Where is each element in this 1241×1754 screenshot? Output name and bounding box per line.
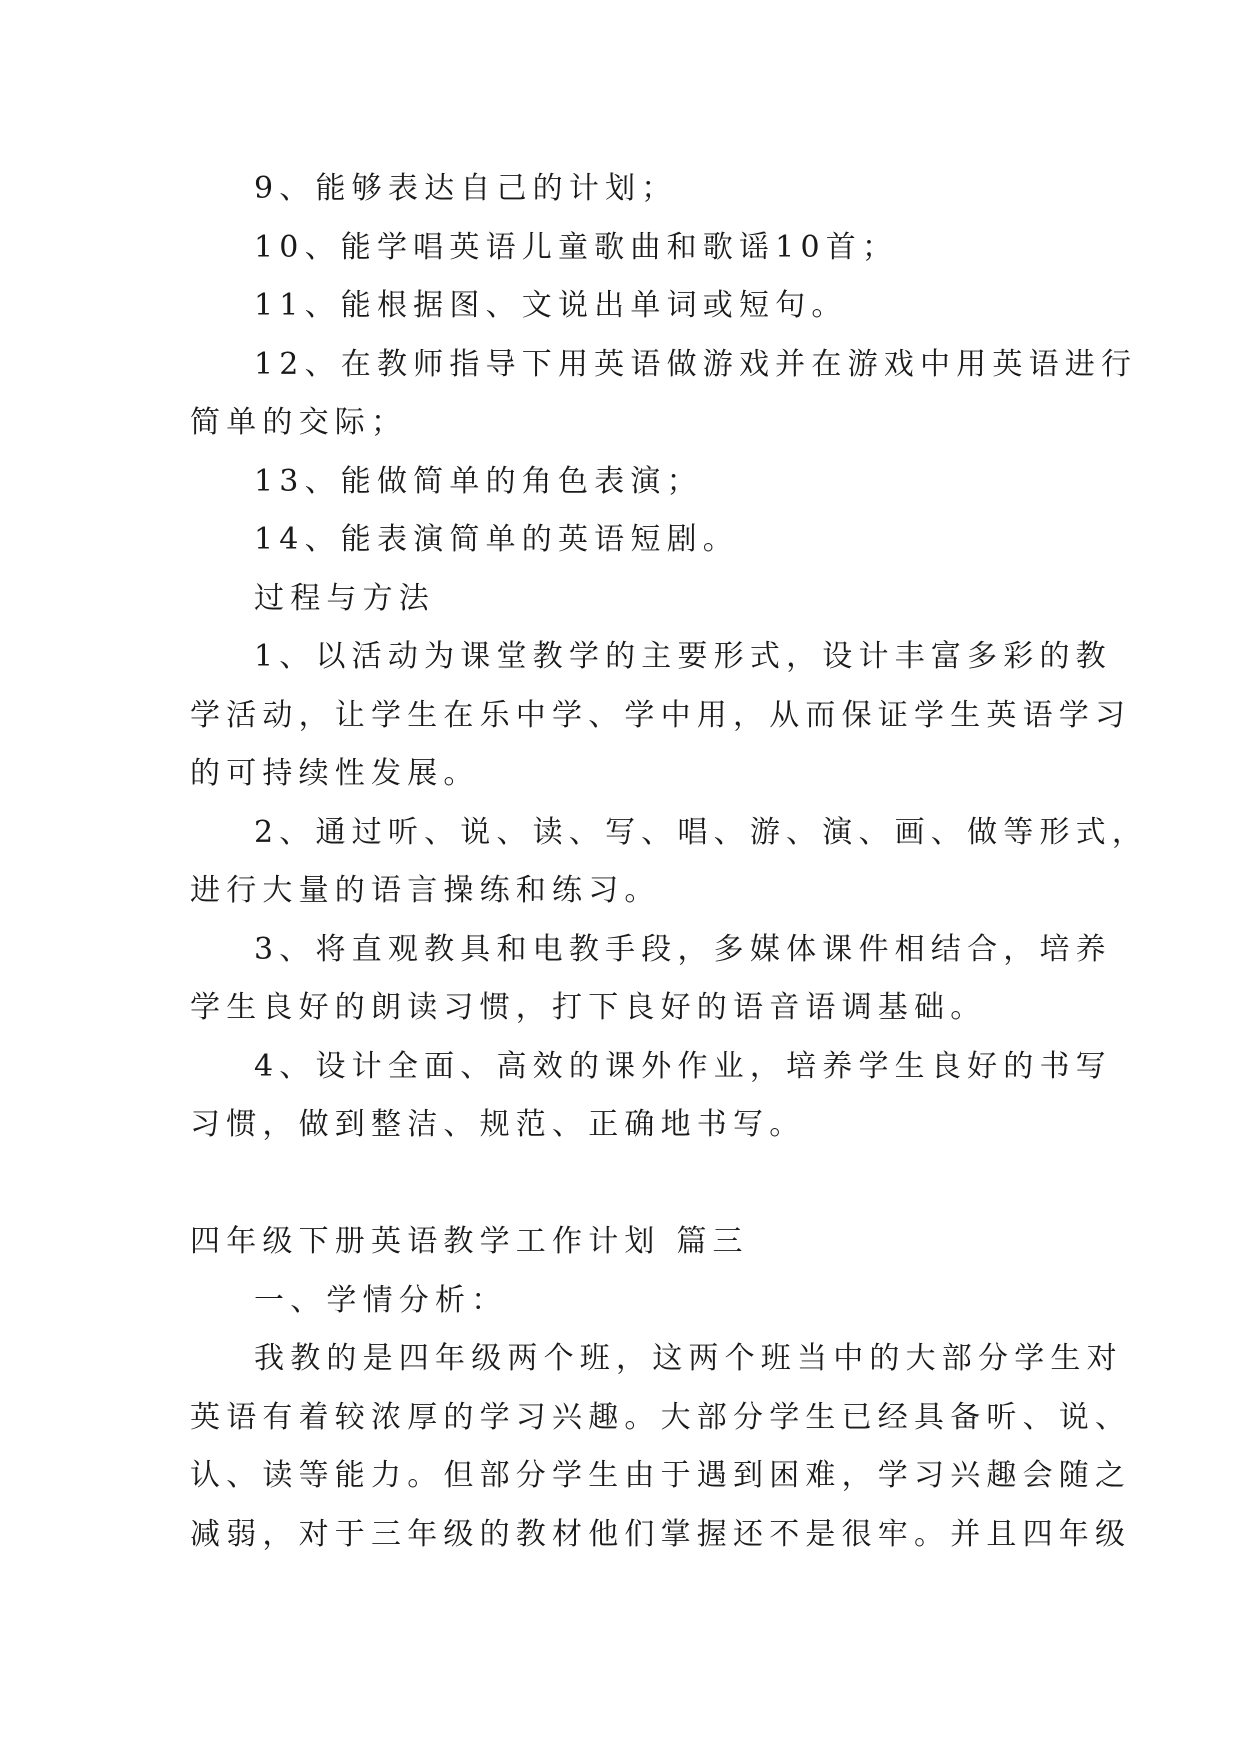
list-item: 10、能学唱英语儿童歌曲和歌谣10首；	[254, 229, 899, 265]
list-item-continuation: 学生良好的朗读习惯，打下良好的语音语调基础。	[190, 990, 987, 1025]
list-item-continuation: 进行大量的语言操练和练习。	[190, 873, 661, 908]
subsection-heading: 一、学情分析：	[254, 1282, 508, 1318]
section-title: 四年级下册英语教学工作计划 篇三	[190, 1224, 749, 1259]
list-item: 11、能根据图、文说出单词或短句。	[254, 288, 848, 323]
list-item: 9、能够表达自己的计划；	[254, 171, 678, 206]
list-item-continuation: 简单的交际；	[190, 405, 408, 440]
list-item: 12、在教师指导下用英语做游戏并在游戏中用英语进行	[254, 346, 1138, 382]
list-item: 13、能做简单的角色表演；	[254, 463, 703, 499]
paragraph-line: 我教的是四年级两个班，这两个班当中的大部分学生对	[254, 1341, 1123, 1376]
list-item: 1、以活动为课堂教学的主要形式，设计丰富多彩的教	[254, 639, 1112, 674]
paragraph-line: 英语有着较浓厚的学习兴趣。大部分学生已经具备听、说、	[190, 1399, 1132, 1435]
paragraph-line: 减弱，对于三年级的教材他们掌握还不是很牢。并且四年级	[190, 1516, 1132, 1552]
list-item-continuation: 习惯，做到整洁、规范、正确地书写。	[190, 1107, 806, 1142]
list-item: 2、通过听、说、读、写、唱、游、演、画、做等形式，	[254, 814, 1149, 850]
list-item: 14、能表演简单的英语短剧。	[254, 522, 739, 557]
list-item-continuation: 的可持续性发展。	[190, 756, 480, 791]
document-body	[190, 160, 1149, 1564]
list-item: 4、设计全面、高效的课外作业，培养学生良好的书写	[254, 1048, 1112, 1084]
paragraph-spacer	[190, 1155, 1070, 1214]
list-item: 3、将直观教具和电教手段，多媒体课件相结合，培养	[254, 931, 1112, 967]
section-heading: 过程与方法	[254, 580, 435, 616]
list-item-continuation: 学活动，让学生在乐中学、学中用，从而保证学生英语学习	[190, 697, 1132, 733]
paragraph-line: 认、读等能力。但部分学生由于遇到困难，学习兴趣会随之	[190, 1458, 1132, 1493]
